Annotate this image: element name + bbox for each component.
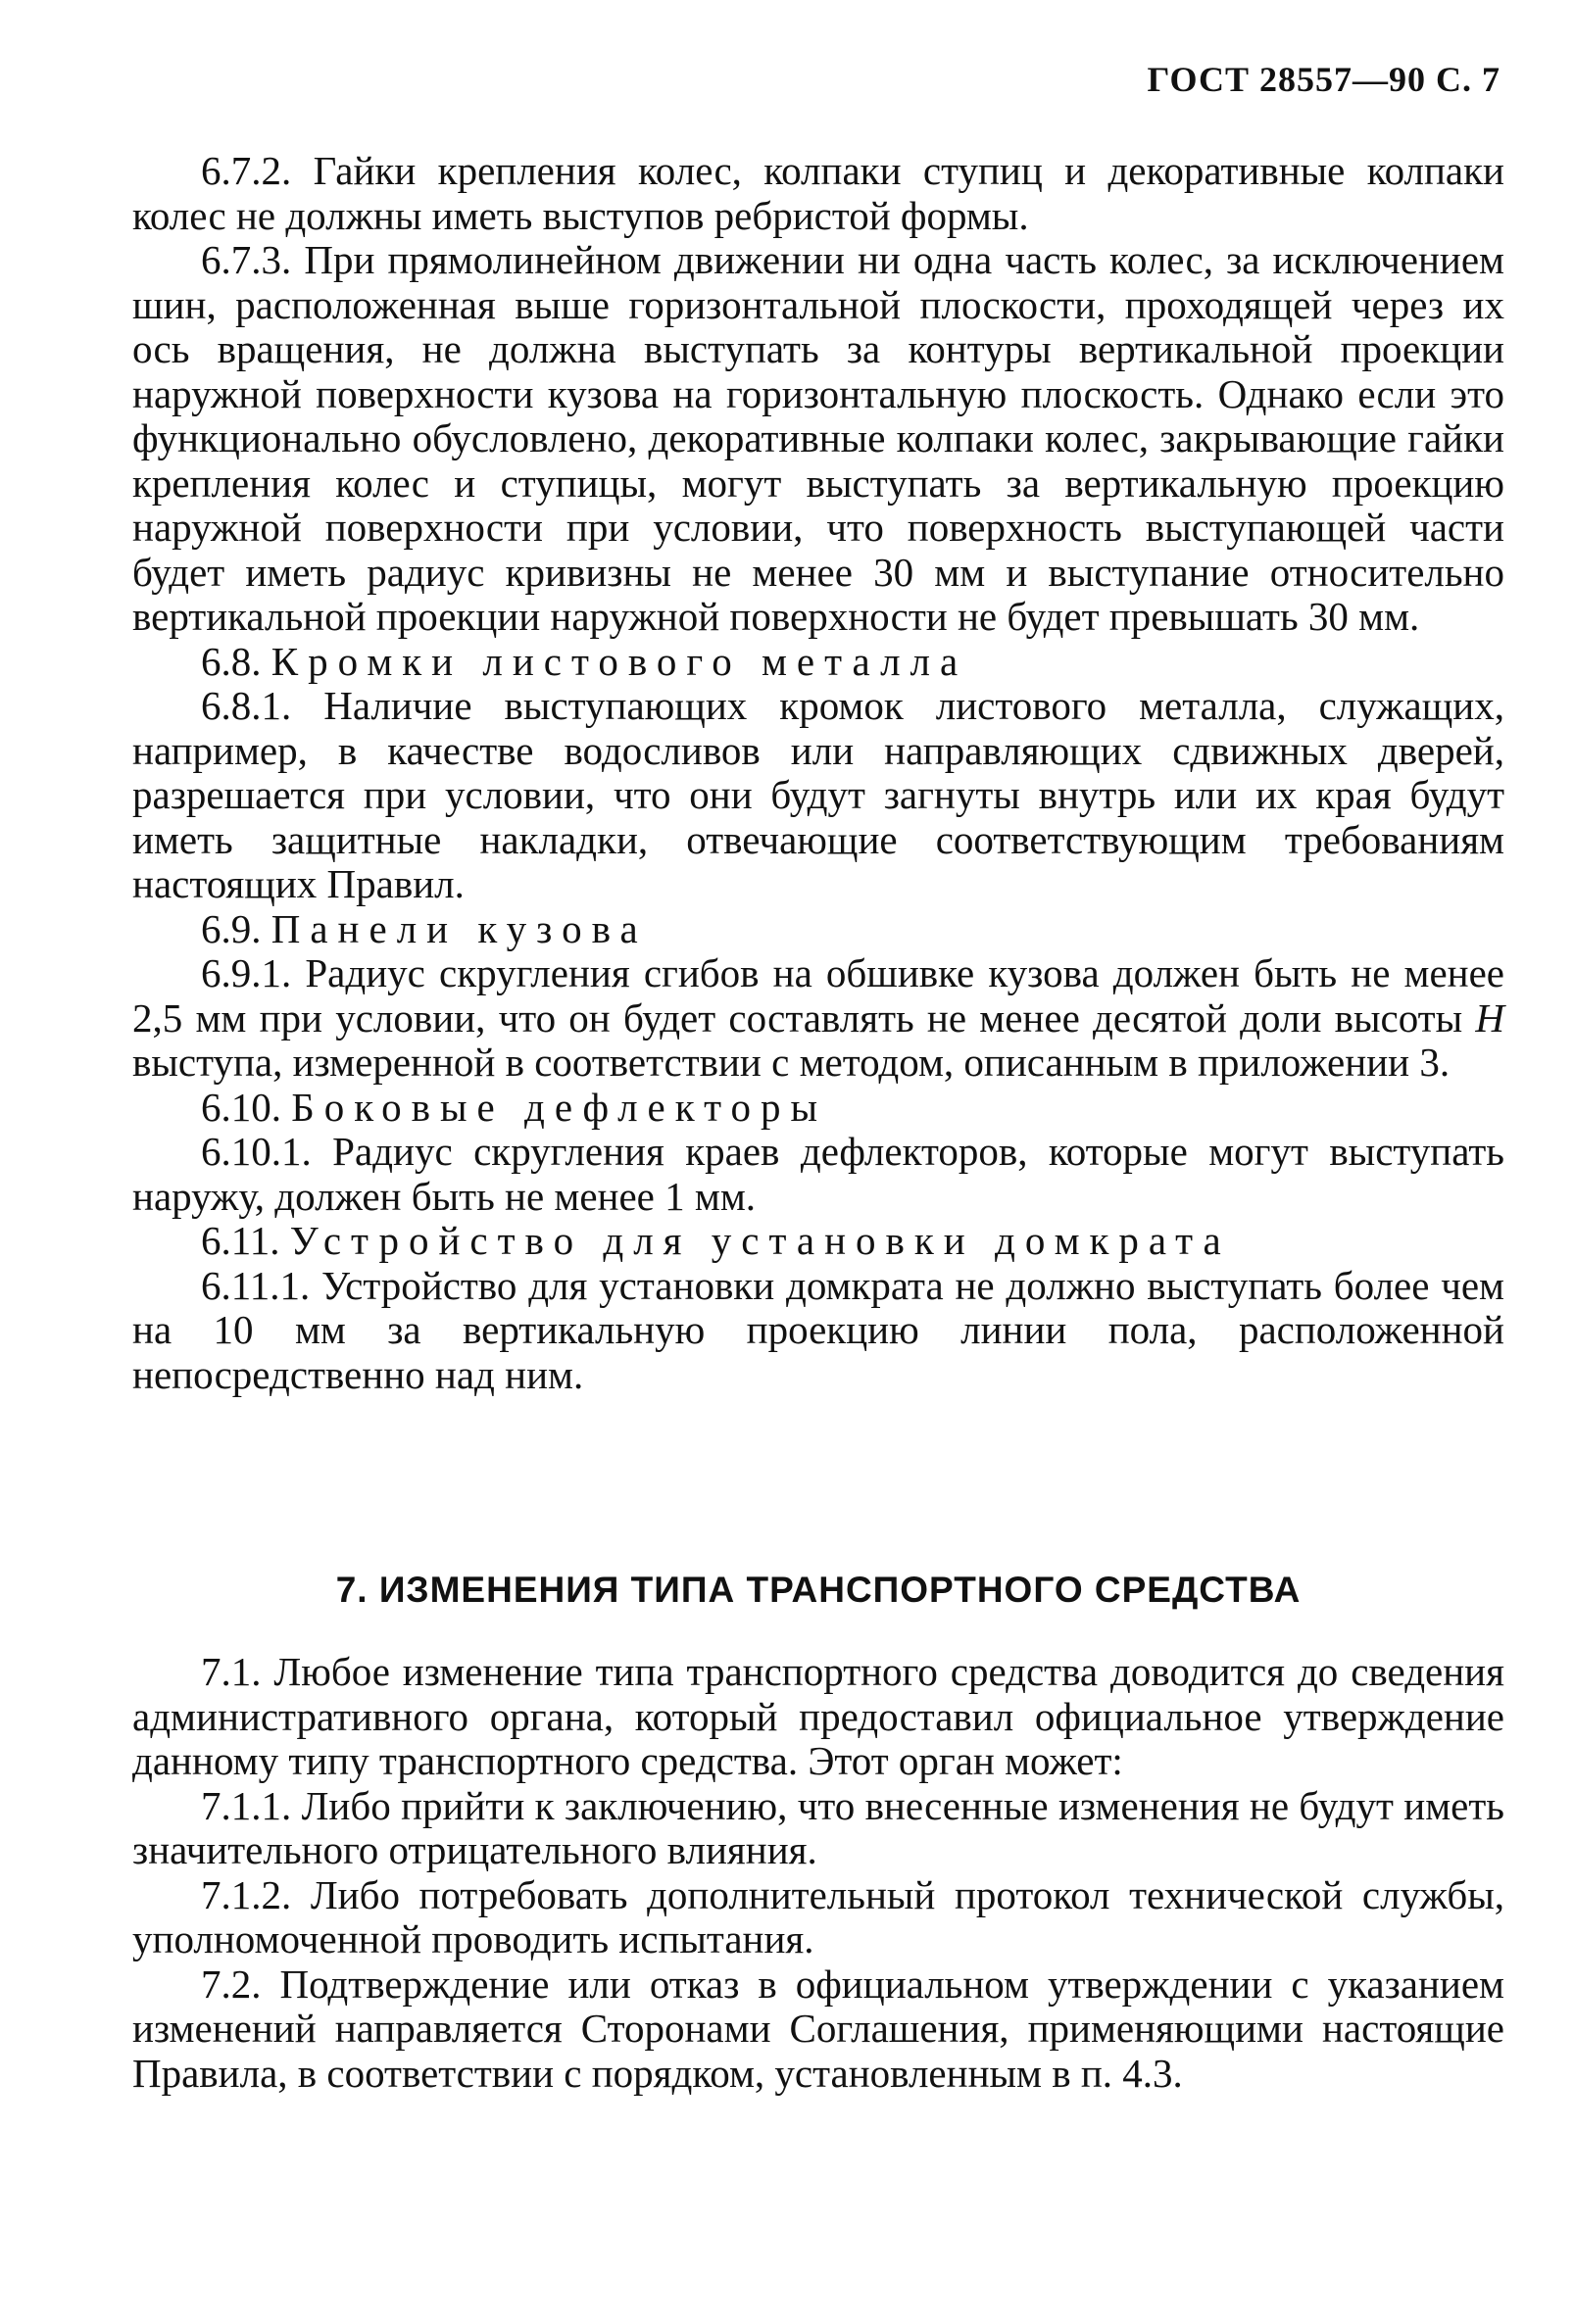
paragraph-7-1: 7.1. Любое изменение типа транспортного средства доводится до сведения административного органа, который предоставил официальное утверждение данному типу транспортного средства. Этот орган может: (132, 1649, 1504, 1783)
paragraph-6-9-1-part-b: выступа, измеренной в соответствии с методом, описанным в приложении 3. (132, 1040, 1451, 1085)
paragraph-6-7-2: 6.7.2. Гайки крепления колес, колпаки ступиц и декоративные колпаки колес не должны иметь выступов ребристой формы. (132, 148, 1504, 238)
paragraph-6-11-1: 6.11.1. Устройство для установки домкрата не должно выступать более чем на 10 мм за вертикальную проекцию линии пола, расположенной непосредственно над ним. (132, 1262, 1504, 1397)
heading-6-8-title: Кромки листового металла (271, 638, 968, 684)
section-7-text (132, 1650, 1504, 2096)
heading-6-8-number: 6.8. (201, 638, 262, 684)
paragraph-6-10-1: 6.10.1. Радиус скругления краев дефлекторов, которые могут выступать наружу, должен быть не менее 1 мм. (132, 1129, 1504, 1219)
heading-6-9 (132, 907, 1504, 952)
heading-6-11 (132, 1219, 1504, 1264)
paragraph-7-2: 7.2. Подтверждение или отказ в официальном утверждении с указанием изменений направляется Сторонами Соглашения, применяющими настоящие Правила, в соответствии с порядком, установленным в п. 4.3. (132, 1961, 1504, 2096)
paragraph-7-1-1: 7.1.1. Либо прийти к заключению, что внесенные изменения не будут иметь значительного отрицательного влияния. (132, 1782, 1504, 1872)
paragraph-6-7-3: 6.7.3. При прямолинейном движении ни одна часть колес, за исключением шин, расположенная выше горизонтальной плоскости, проходящей через их ось вращения, не должна выступать за контуры вертикальной проекции наружной поверхности кузова на горизонтальную плоскость. Однако если это функционально обусловлено, декоративные колпаки колес, закрывающие гайки крепления колес и ступицы, могут выступать за вертикальную проекцию наружной поверхности при условии, что поверхность выступающей части будет иметь радиус кривизны не менее 30 мм и выступание относительно вертикальной проекции наружной поверхности не будет превышать 30 мм. (132, 237, 1504, 639)
heading-6-11-number: 6.11. (201, 1218, 280, 1263)
heading-6-9-title: Панели кузова (271, 905, 648, 951)
heading-6-11-title: Устройство для установки домкрата (289, 1218, 1231, 1263)
variable-h: H (1475, 994, 1504, 1041)
paragraph-6-9-1 (132, 951, 1504, 1086)
heading-6-9-number: 6.9. (201, 905, 262, 951)
heading-6-10 (132, 1086, 1504, 1131)
paragraph-6-9-1-part-a: 6.9.1. Радиус скругления сгибов на обшивке кузова должен быть не менее 2,5 мм при условии, что он будет составлять не менее десятой доли высоты (132, 950, 1504, 1041)
running-header: ГОСТ 28557—90 С. 7 (1147, 60, 1500, 99)
heading-6-8 (132, 640, 1504, 685)
paragraph-6-8-1: 6.8.1. Наличие выступающих кромок листового металла, служащих, например, в качестве водосливов или направляющих сдвижных дверей, разрешается при условии, что они будут загнуты внутрь или их края будут иметь защитные накладки, отвечающие соответствующим требованиям настоящих Правил. (132, 683, 1504, 906)
heading-6-10-title: Боковые дефлекторы (291, 1084, 828, 1130)
section-7-title: 7. ИЗМЕНЕНИЯ ТИПА ТРАНСПОРТНОГО СРЕДСТВА (335, 1570, 1302, 1610)
section-6-text (132, 149, 1504, 1397)
paragraph-7-1-2: 7.1.2. Либо потребовать дополнительный протокол технической службы, уполномоченной проводить испытания. (132, 1871, 1504, 1961)
heading-6-10-number: 6.10. (201, 1084, 281, 1130)
